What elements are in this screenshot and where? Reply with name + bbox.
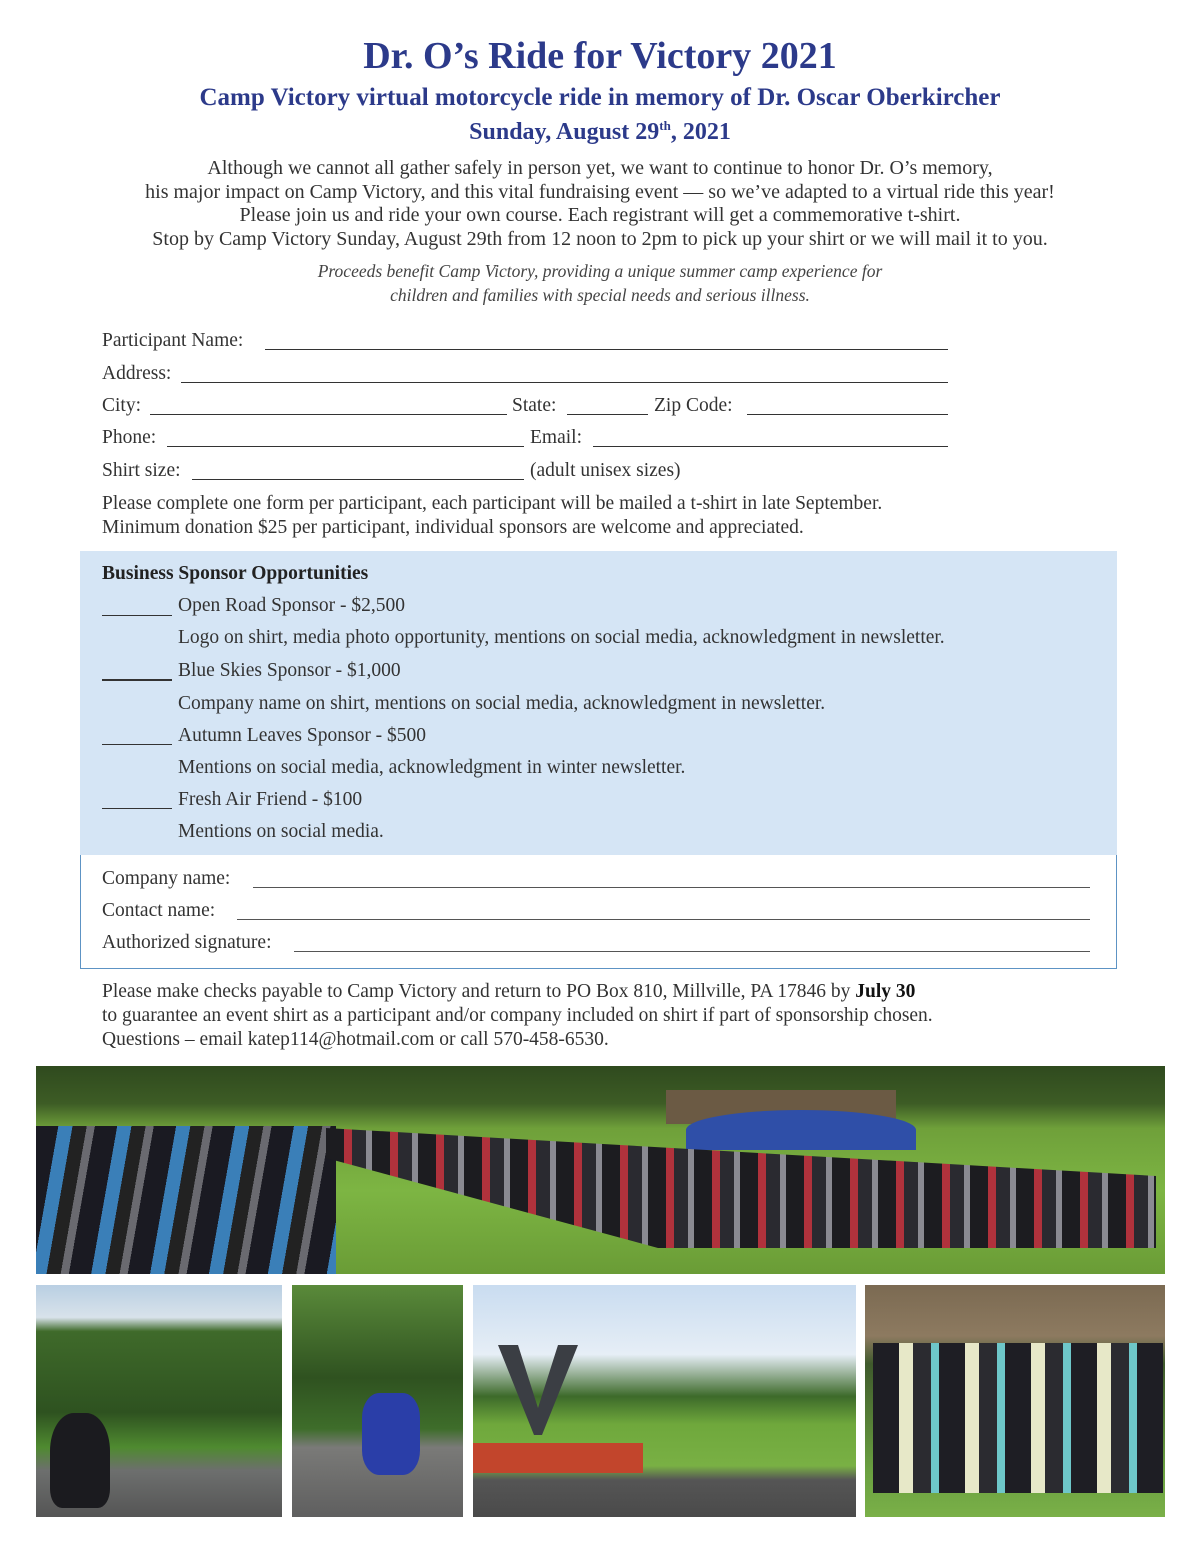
- sponsor-heading: Business Sponsor Opportunities: [102, 563, 369, 584]
- form-note-line: Please complete one form per participant, each participant will be mailed a t-shirt in late September.: [102, 493, 883, 514]
- intro-line: Stop by Camp Victory Sunday, August 29th from 12 noon to 2pm to pick up your shirt or we will mail it to you.: [152, 227, 1048, 250]
- proceeds-line: Proceeds benefit Camp Victory, providing a unique summer camp experience for: [317, 261, 883, 281]
- city-label: City:: [102, 395, 142, 416]
- company-name-field[interactable]: [253, 887, 1090, 888]
- sponsor-opportunities-panel: [80, 551, 1117, 855]
- open-road-checkbox-line[interactable]: [102, 615, 172, 616]
- page-title: Dr. O’s Ride for Victory 2021: [363, 35, 837, 77]
- payment-instructions: [102, 980, 933, 1052]
- autumn-leaves-checkbox-line[interactable]: [102, 744, 172, 745]
- fresh-air-checkbox-line[interactable]: [102, 808, 172, 809]
- blue-umbrella: [686, 1110, 916, 1150]
- photo-riders-on-path: [292, 1285, 463, 1517]
- state-label: State:: [512, 395, 557, 416]
- page-subtitle: Camp Victory virtual motorcycle ride in memory of Dr. Oscar Oberkircher: [199, 84, 1001, 111]
- flower-bed: [473, 1443, 643, 1473]
- sponsor-level-autumn-leaves: Autumn Leaves Sponsor - $500: [178, 725, 427, 746]
- city-field[interactable]: [150, 414, 507, 415]
- intro-line: Please join us and ride your own course. Each registrant will get a commemorative t-shirt.: [239, 204, 961, 226]
- zip-label: Zip Code:: [654, 395, 733, 416]
- phone-label: Phone:: [102, 427, 157, 448]
- participant-name-field[interactable]: [265, 349, 948, 350]
- photo-victory-sculpture: [473, 1285, 856, 1517]
- sponsor-benefits: Logo on shirt, media photo opportunity, mentions on social media, acknowledgment in newsletter.: [178, 627, 945, 648]
- company-name-label: Company name:: [102, 868, 231, 889]
- motorcycle-row-left: [36, 1126, 336, 1274]
- v-sculpture: [498, 1345, 578, 1435]
- date-text: Sunday, August 29: [469, 119, 660, 145]
- proceeds-line: children and families with special needs and serious illness.: [390, 285, 810, 305]
- signature-field[interactable]: [294, 951, 1090, 952]
- contact-name-field[interactable]: [237, 919, 1090, 920]
- event-date: [0, 118, 1200, 146]
- sponsor-benefits: Company name on shirt, mentions on social media, acknowledgment in newsletter.: [178, 693, 826, 714]
- intro-line: his major impact on Camp Victory, and this vital fundraising event — so we’ve adapted to a virtual ride this year!: [145, 180, 1055, 203]
- deadline: July 30: [855, 981, 916, 1002]
- blue-motorcycle: [362, 1393, 420, 1475]
- intro-line: Although we cannot all gather safely in person yet, we want to continue to honor Dr. O’s memory,: [207, 157, 993, 179]
- sponsor-level-open-road: Open Road Sponsor - $2,500: [178, 595, 405, 616]
- blue-skies-checkbox-line[interactable]: [102, 679, 172, 681]
- sponsor-contact-box: [80, 855, 1117, 969]
- shirt-size-field[interactable]: [192, 479, 524, 480]
- email-field[interactable]: [593, 446, 948, 447]
- participant-name-label: Participant Name:: [102, 330, 244, 351]
- phone-field[interactable]: [167, 446, 524, 447]
- sponsor-benefits: Mentions on social media, acknowledgment in winter newsletter.: [178, 757, 686, 778]
- proceeds-note: [0, 259, 1200, 307]
- form-note-line: Minimum donation $25 per participant, individual sponsors are welcome and appreciated.: [102, 517, 804, 538]
- sponsor-level-fresh-air: Fresh Air Friend - $100: [178, 789, 363, 810]
- zip-field[interactable]: [747, 414, 948, 415]
- shirt-size-note: (adult unisex sizes): [530, 460, 681, 481]
- form-notes: [102, 492, 882, 540]
- intro-text: [0, 157, 1200, 251]
- contact-name-label: Contact name:: [102, 900, 216, 921]
- email-label: Email:: [530, 427, 582, 448]
- sponsor-level-blue-skies: Blue Skies Sponsor - $1,000: [178, 660, 401, 681]
- payment-text: Please make checks payable to Camp Victory and return to PO Box 810, Millville, PA 17846 by: [102, 981, 851, 1002]
- address-label: Address:: [102, 363, 172, 384]
- date-suffix-sup: th: [659, 118, 671, 133]
- signature-label: Authorized signature:: [102, 932, 272, 953]
- photo-group-check-presentation: [865, 1285, 1165, 1517]
- payment-line: [102, 980, 933, 1004]
- photo-riders-on-road: [36, 1285, 282, 1517]
- group-of-people: [873, 1343, 1163, 1493]
- sponsor-benefits: Mentions on social media.: [178, 821, 384, 842]
- contact-info: Questions – email katep114@hotmail.com or call 570-458-6530.: [102, 1029, 609, 1050]
- state-field[interactable]: [567, 414, 648, 415]
- photo-motorcycles-on-lawn: [36, 1066, 1165, 1274]
- address-field[interactable]: [181, 382, 948, 383]
- shirt-size-label: Shirt size:: [102, 460, 181, 481]
- payment-line: to guarantee an event shirt as a participant and/or company included on shirt if part of sponsorship chosen.: [102, 1005, 933, 1026]
- motorcycle-rider: [50, 1413, 110, 1508]
- date-year: , 2021: [670, 119, 731, 145]
